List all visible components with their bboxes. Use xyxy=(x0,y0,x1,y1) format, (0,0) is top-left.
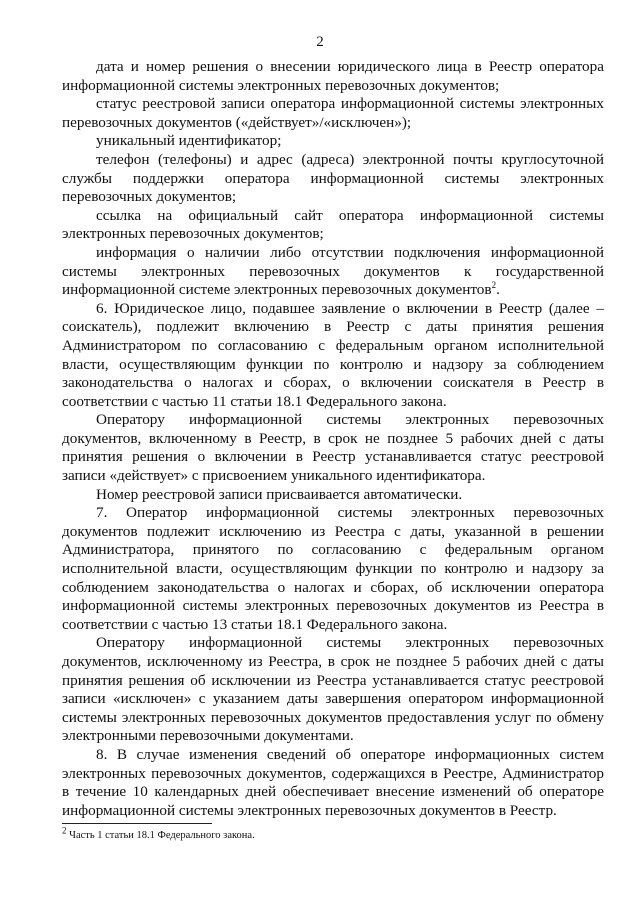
paragraph-item-8: 8. В случае изменения сведений об операторе информационных систем электронных перевозочных документов, содержащихся в Реестре, Администратор в течение 10 календарных дней обеспечивает внесение изменений об операторе информационной системы электронных перевозочных документов в Реестр. xyxy=(62,745,604,819)
paragraph-connection-end: . xyxy=(496,281,500,299)
page-number: 2 xyxy=(316,34,324,50)
paragraph-connection-text: информация о наличии либо отсутствии подключения информационной системы электронных перевозочных документов к государственной информационной системе электронных перевозочных документов xyxy=(62,243,604,299)
paragraph-status-excluded: Оператору информационной системы электронных перевозочных документов, исключенному из Реестра, в срок не позднее 5 рабочих дней с даты принятия решения об исключении из Реестра устанавливается статус реестровой записи «исключен» с указанием даты завершения оператором информационной системы электронных перевозочных документов предоставления услуг по обмену электронными перевозочными документами. xyxy=(62,634,604,745)
paragraph-official-site: ссылка на официальный сайт оператора информационной системы электронных перевозочных документов; xyxy=(62,206,604,243)
paragraph-support-contacts: телефон (телефоны) и адрес (адреса) электронной почты круглосуточной службы поддержки оператора информационной системы электронных перевозочных документов; xyxy=(62,150,604,206)
paragraph-status-active: Оператору информационной системы электронных перевозочных документов, включенному в Реестр, в срок не позднее 5 рабочих дней с даты принятия решения о включении в Реестр устанавливается статус реестровой записи «действует» с присвоением уникального идентификатора. xyxy=(62,411,604,485)
paragraph-registry-status: статус реестровой записи оператора информационной системы электронных перевозочных документов («действует»/«исключен»); xyxy=(62,95,604,131)
paragraph-item-6: 6. Юридическое лицо, подавшее заявление о включении в Реестр (далее – соискатель), подлежит включению в Реестр с даты принятия решения Администратором по согласованию с федеральным органом исполнительной власти, осуществляющим функции по контролю и надзору за соблюдением законодательства о налогах и сборах, о включении соискателя в Реестр в соответствии с частью 11 статьи 18.1 Федерального закона. xyxy=(62,299,604,410)
footnote-reference: 2 xyxy=(491,280,497,291)
document-body xyxy=(62,58,604,820)
footnote-text: Часть 1 статьи 18.1 Федерального закона. xyxy=(66,830,255,841)
footnote xyxy=(62,825,604,842)
paragraph-decision-date: дата и номер решения о внесении юридического лица в Реестр оператора информационной системы электронных перевозочных документов; xyxy=(62,58,604,94)
paragraph-item-7: 7. Оператор информационной системы электронных перевозочных документов подлежит исключению из Реестра с даты, указанной в решении Администратора, принятого по согласованию с федеральным органом исполнительной власти, осуществляющим функции по контролю и надзору за соблюдением законодательства о налогах и сборах, об исключении оператора информационной системы электронных перевозочных документов из Реестра в соответствии с частью 13 статьи 18.1 Федерального закона. xyxy=(62,504,604,633)
footnote-mark: 2 xyxy=(62,825,67,836)
footnote-separator xyxy=(62,823,212,824)
paragraph-connection-info xyxy=(62,244,604,300)
paragraph-unique-id: уникальный идентификатор; xyxy=(96,132,282,150)
paragraph-auto-number: Номер реестровой записи присваивается автоматически. xyxy=(96,485,463,503)
